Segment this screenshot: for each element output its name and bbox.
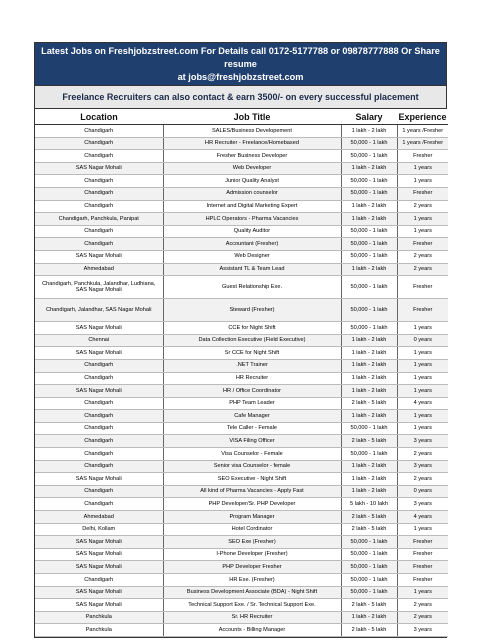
cell-experience: Fresher <box>397 299 448 322</box>
cell-salary: 1 lakh - 2 lakh <box>341 162 397 175</box>
cell-experience: 1 years <box>397 586 448 599</box>
cell-experience: 1 years <box>397 162 448 175</box>
cell-location: Chandigarh <box>35 187 163 200</box>
cell-job-title: SEO Executive - Night Shift <box>163 473 341 486</box>
column-header-location: Location <box>35 109 163 125</box>
cell-experience: Fresher <box>397 536 448 549</box>
table-row <box>35 586 448 599</box>
cell-job-title: Internet and Digital Marketing Expert <box>163 200 341 213</box>
cell-salary: 50,000 - 1 lakh <box>341 586 397 599</box>
cell-job-title: Senior visa Counselor - female <box>163 460 341 473</box>
cell-location: Chandigarh <box>35 498 163 511</box>
cell-experience: 1 years <box>397 322 448 335</box>
table-row <box>35 250 448 263</box>
table-row <box>35 385 448 398</box>
cell-salary: 50,000 - 1 lakh <box>341 175 397 188</box>
cell-salary: 1 lakh - 2 lakh <box>341 334 397 347</box>
cell-experience: 2 years <box>397 599 448 612</box>
cell-experience: 1 years <box>397 523 448 536</box>
cell-salary: 1 lakh - 2 lakh <box>341 263 397 276</box>
cell-job-title: Assistant TL & Team Lead <box>163 263 341 276</box>
table-row <box>35 125 448 138</box>
job-listing-sheet <box>34 42 447 638</box>
cell-job-title: Steward (Fresher) <box>163 299 341 322</box>
cell-job-title: VISA Filing Officer <box>163 435 341 448</box>
cell-salary: 2 lakh - 5 lakh <box>341 523 397 536</box>
cell-location: SAS Nagar Mohali <box>35 162 163 175</box>
cell-location: Chandigarh <box>35 422 163 435</box>
cell-experience: 2 years <box>397 263 448 276</box>
table-row <box>35 175 448 188</box>
cell-job-title: Hotel Cordinator <box>163 523 341 536</box>
cell-salary: 50,000 - 1 lakh <box>341 561 397 574</box>
cell-job-title: PHP Developer/Sr. PHP Developer <box>163 498 341 511</box>
cell-job-title: Visa Counselor - Female <box>163 448 341 461</box>
cell-experience: 3 years <box>397 498 448 511</box>
cell-salary: 50,000 - 1 lakh <box>341 548 397 561</box>
table-row <box>35 372 448 385</box>
table-row <box>35 225 448 238</box>
table-row <box>35 276 448 299</box>
table-row <box>35 473 448 486</box>
cell-job-title: Technical Support Exe. / Sr. Technical Support Exe. <box>163 599 341 612</box>
cell-location: Chandigarh <box>35 460 163 473</box>
cell-salary: 2 lakh - 5 lakh <box>341 511 397 524</box>
cell-job-title: Web Designer <box>163 250 341 263</box>
cell-salary: 50,000 - 1 lakh <box>341 250 397 263</box>
cell-job-title: HPLC Operators - Pharma Vacancies <box>163 213 341 226</box>
cell-salary: 50,000 - 1 lakh <box>341 574 397 587</box>
cell-salary: 50,000 - 1 lakh <box>341 448 397 461</box>
cell-job-title: PHP Team Leader <box>163 397 341 410</box>
cell-job-title: HR Exe. (Fresher) <box>163 574 341 587</box>
header-line-2: at jobs@freshjobzstreet.com <box>177 72 304 82</box>
cell-experience: 2 years <box>397 448 448 461</box>
cell-salary: 2 lakh - 5 lakh <box>341 624 397 637</box>
cell-location: Chandigarh <box>35 150 163 163</box>
cell-job-title: HR Recruiter - Freelance/Homebased <box>163 137 341 150</box>
table-row <box>35 299 448 322</box>
cell-job-title: Sr CCE for Night Shift <box>163 347 341 360</box>
cell-job-title: Business Development Associate (BDA) - Night Shift <box>163 586 341 599</box>
table-row <box>35 150 448 163</box>
cell-experience: 4 years <box>397 397 448 410</box>
cell-location: Chandigarh, Panchkula, Panipat <box>35 213 163 226</box>
cell-salary: 1 lakh - 2 lakh <box>341 611 397 624</box>
cell-job-title: I-Phone Developer (Fresher) <box>163 548 341 561</box>
cell-salary: 50,000 - 1 lakh <box>341 276 397 299</box>
cell-experience: 1 years /Fresher <box>397 125 448 138</box>
cell-location: SAS Nagar Mohali <box>35 322 163 335</box>
cell-salary: 1 lakh - 2 lakh <box>341 372 397 385</box>
table-row <box>35 498 448 511</box>
cell-location: Chandigarh <box>35 410 163 423</box>
cell-salary: 50,000 - 1 lakh <box>341 225 397 238</box>
cell-job-title: Admission counselor <box>163 187 341 200</box>
cell-salary: 1 lakh - 2 lakh <box>341 473 397 486</box>
cell-location: Chandigarh <box>35 485 163 498</box>
cell-salary: 1 lakh - 2 lakh <box>341 410 397 423</box>
table-row <box>35 200 448 213</box>
cell-location: SAS Nagar Mohali <box>35 473 163 486</box>
cell-job-title: All kind of Pharma Vacancies - Apply Fast <box>163 485 341 498</box>
cell-salary: 50,000 - 1 lakh <box>341 322 397 335</box>
cell-location: Chandigarh <box>35 448 163 461</box>
cell-job-title: .NET Trainer <box>163 359 341 372</box>
cell-job-title: SEO Exe (Fresher) <box>163 536 341 549</box>
cell-location: SAS Nagar Mohali <box>35 347 163 360</box>
cell-salary: 1 lakh - 2 lakh <box>341 347 397 360</box>
cell-salary: 50,000 - 1 lakh <box>341 238 397 251</box>
cell-salary: 1 lakh - 2 lakh <box>341 125 397 138</box>
cell-experience: Fresher <box>397 574 448 587</box>
cell-experience: 2 years <box>397 200 448 213</box>
cell-job-title: HR Recruiter <box>163 372 341 385</box>
table-row <box>35 536 448 549</box>
cell-salary: 2 lakh - 5 lakh <box>341 435 397 448</box>
cell-location: SAS Nagar Mohali <box>35 250 163 263</box>
table-row <box>35 322 448 335</box>
cell-job-title: Accounts - Billing Manager <box>163 624 341 637</box>
cell-experience: Fresher <box>397 238 448 251</box>
table-row <box>35 347 448 360</box>
cell-job-title: Web Developer <box>163 162 341 175</box>
table-row <box>35 162 448 175</box>
cell-experience: 1 years <box>397 422 448 435</box>
header-banner <box>35 43 446 85</box>
table-row <box>35 460 448 473</box>
cell-location: SAS Nagar Mohali <box>35 599 163 612</box>
cell-location: Chandigarh <box>35 435 163 448</box>
table-row <box>35 561 448 574</box>
cell-location: SAS Nagar Mohali <box>35 548 163 561</box>
cell-location: Delhi, Kollam <box>35 523 163 536</box>
cell-experience: 3 years <box>397 460 448 473</box>
cell-location: Chandigarh <box>35 397 163 410</box>
cell-salary: 5 lakh - 10 lakh <box>341 498 397 511</box>
cell-location: Chandigarh <box>35 574 163 587</box>
cell-location: Chandigarh <box>35 225 163 238</box>
cell-job-title: SALES/Business Developement <box>163 125 341 138</box>
cell-experience: 1 years <box>397 225 448 238</box>
cell-salary: 50,000 - 1 lakh <box>341 299 397 322</box>
cell-experience: 2 years <box>397 250 448 263</box>
table-row <box>35 410 448 423</box>
cell-location: SAS Nagar Mohali <box>35 561 163 574</box>
cell-experience: Fresher <box>397 187 448 200</box>
cell-job-title: Data Collection Executive (Field Executive) <box>163 334 341 347</box>
table-row <box>35 624 448 637</box>
column-header-job-title: Job Title <box>163 109 341 125</box>
cell-salary: 1 lakh - 2 lakh <box>341 359 397 372</box>
table-row <box>35 213 448 226</box>
jobs-table <box>35 109 448 637</box>
cell-experience: 1 years <box>397 347 448 360</box>
table-row <box>35 448 448 461</box>
jobs-table-body <box>35 125 448 637</box>
table-row <box>35 435 448 448</box>
cell-job-title: Guest Relationship Exe. <box>163 276 341 299</box>
cell-experience: 4 years <box>397 511 448 524</box>
cell-experience: 3 years <box>397 624 448 637</box>
table-header-row <box>35 109 448 125</box>
table-row <box>35 238 448 251</box>
cell-location: Chandigarh <box>35 359 163 372</box>
cell-location: Ahmedabad <box>35 263 163 276</box>
cell-location: Chandigarh <box>35 125 163 138</box>
cell-salary: 2 lakh - 5 lakh <box>341 397 397 410</box>
cell-experience: 0 years <box>397 334 448 347</box>
table-row <box>35 574 448 587</box>
cell-location: Chandigarh, Panchkula, Jalandhar, Ludhiana, SAS Nagar Mohali <box>35 276 163 299</box>
cell-experience: 2 years <box>397 473 448 486</box>
cell-job-title: HR / Office Coordinator <box>163 385 341 398</box>
cell-experience: 0 years <box>397 485 448 498</box>
cell-job-title: Program Manager <box>163 511 341 524</box>
table-row <box>35 334 448 347</box>
cell-salary: 1 lakh - 2 lakh <box>341 460 397 473</box>
cell-experience: Fresher <box>397 548 448 561</box>
column-header-experience: Experience <box>397 109 448 125</box>
cell-salary: 1 lakh - 2 lakh <box>341 485 397 498</box>
cell-location: SAS Nagar Mohali <box>35 385 163 398</box>
recruiter-notice: Freelance Recruiters can also contact & earn 3500/- on every successful placement <box>35 85 446 109</box>
cell-salary: 50,000 - 1 lakh <box>341 422 397 435</box>
table-row <box>35 485 448 498</box>
cell-experience: 1 years <box>397 385 448 398</box>
cell-salary: 1 lakh - 2 lakh <box>341 385 397 398</box>
column-header-salary: Salary <box>341 109 397 125</box>
cell-location: Chandigarh, Jalandhar, SAS Nagar Mohali <box>35 299 163 322</box>
cell-experience: 1 years <box>397 372 448 385</box>
cell-location: Chandigarh <box>35 200 163 213</box>
cell-experience: Fresher <box>397 561 448 574</box>
cell-location: Ahmedabad <box>35 511 163 524</box>
cell-experience: Fresher <box>397 276 448 299</box>
table-row <box>35 359 448 372</box>
cell-location: Chandigarh <box>35 175 163 188</box>
cell-location: Chennai <box>35 334 163 347</box>
cell-salary: 1 lakh - 2 lakh <box>341 213 397 226</box>
cell-experience: 1 years <box>397 359 448 372</box>
table-row <box>35 599 448 612</box>
cell-location: Chandigarh <box>35 372 163 385</box>
cell-job-title: Cafe Manager <box>163 410 341 423</box>
cell-location: Chandigarh <box>35 137 163 150</box>
cell-job-title: PHP Developer Fresher <box>163 561 341 574</box>
cell-job-title: Tele Caller - Female <box>163 422 341 435</box>
cell-experience: 1 years /Fresher <box>397 137 448 150</box>
cell-experience: 2 years <box>397 611 448 624</box>
table-row <box>35 397 448 410</box>
table-row <box>35 548 448 561</box>
table-row <box>35 187 448 200</box>
cell-salary: 50,000 - 1 lakh <box>341 150 397 163</box>
cell-experience: 3 years <box>397 435 448 448</box>
cell-salary: 50,000 - 1 lakh <box>341 536 397 549</box>
cell-job-title: Fresher Business Developer <box>163 150 341 163</box>
cell-job-title: Accountant (Fresher) <box>163 238 341 251</box>
cell-location: Panchkula <box>35 611 163 624</box>
cell-salary: 50,000 - 1 lakh <box>341 187 397 200</box>
cell-job-title: Quality Auditor <box>163 225 341 238</box>
table-row <box>35 263 448 276</box>
cell-location: Chandigarh <box>35 238 163 251</box>
header-line-1: Latest Jobs on Freshjobzstreet.com For Details call 0172-5177788 or 09878777888 Or Share resume <box>41 46 440 69</box>
cell-job-title: CCE for Night Shift <box>163 322 341 335</box>
cell-experience: 1 years <box>397 213 448 226</box>
cell-job-title: Sr. HR Recruiter <box>163 611 341 624</box>
table-row <box>35 137 448 150</box>
cell-location: SAS Nagar Mohali <box>35 586 163 599</box>
table-row <box>35 422 448 435</box>
cell-experience: 1 years <box>397 410 448 423</box>
cell-experience: Fresher <box>397 150 448 163</box>
cell-salary: 50,000 - 1 lakh <box>341 137 397 150</box>
table-row <box>35 611 448 624</box>
cell-experience: 1 years <box>397 175 448 188</box>
cell-job-title: Junior Quality Analyst <box>163 175 341 188</box>
cell-salary: 2 lakh - 5 lakh <box>341 599 397 612</box>
cell-location: SAS Nagar Mohali <box>35 536 163 549</box>
cell-salary: 1 lakh - 2 lakh <box>341 200 397 213</box>
table-row <box>35 523 448 536</box>
table-row <box>35 511 448 524</box>
cell-location: Panchkula <box>35 624 163 637</box>
